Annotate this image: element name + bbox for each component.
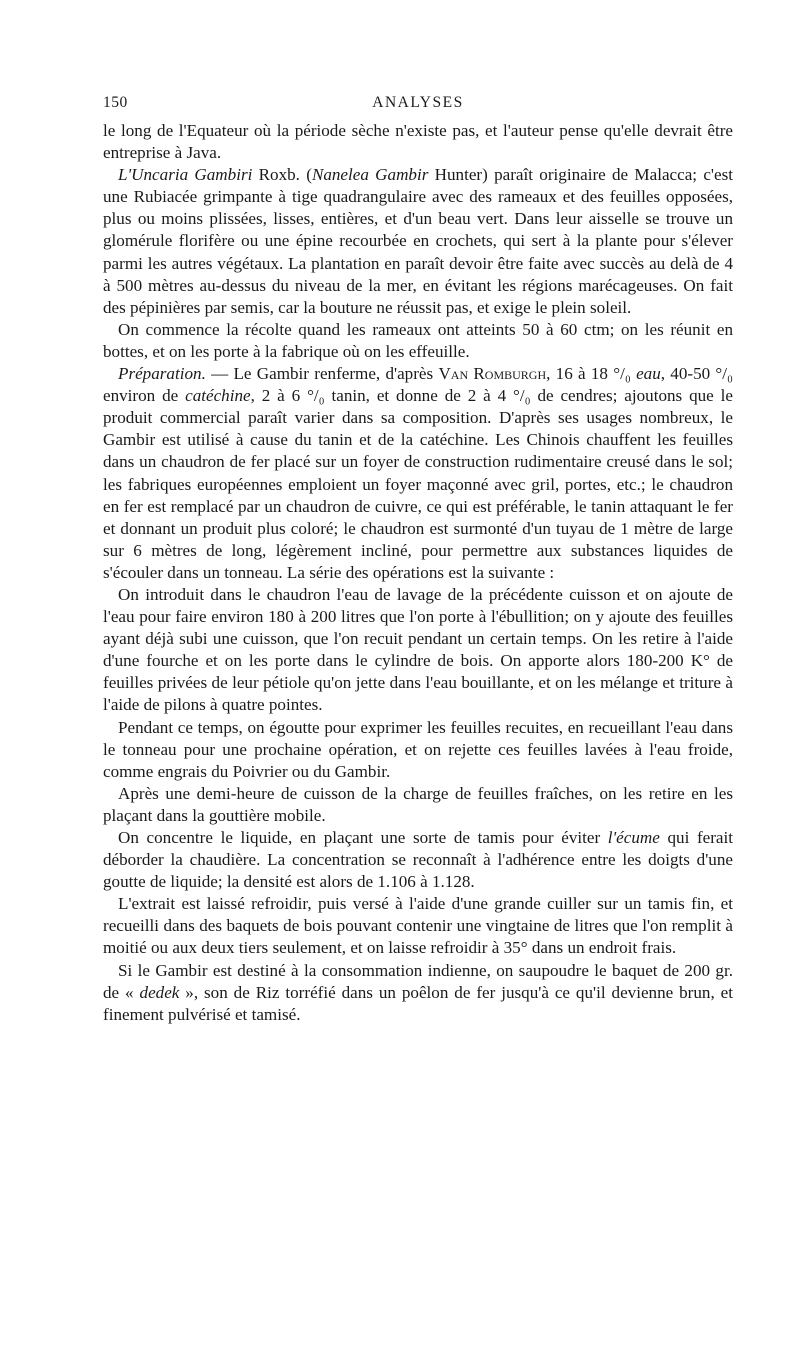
paragraph-text: On commence la récolte quand les rameaux ont atteints 50 à 60 ctm; on les réunit en bottes, et on les porte à la fabrique où on les effeuille. bbox=[103, 319, 733, 361]
section-heading: Préparation. bbox=[118, 364, 206, 384]
author-name: Van Romburgh bbox=[438, 364, 547, 384]
synonym-name: Nanelea Gambir bbox=[311, 165, 429, 185]
running-header bbox=[103, 92, 733, 114]
italic-term: dedek bbox=[139, 982, 180, 1002]
paragraph-text: — Le Gambir renferme, d'après bbox=[205, 364, 439, 384]
paragraph-dedek bbox=[103, 960, 733, 1026]
paragraph-text: , 40-50 °/₀ environ de bbox=[103, 364, 733, 406]
paragraph-preparation bbox=[103, 363, 733, 584]
taxon-author: Roxb. ( bbox=[252, 165, 312, 185]
paragraph-text: , 16 à 18 °/₀ bbox=[546, 364, 637, 384]
paragraph-text: qui ferait déborder la chaudière. La concentration se reconnaît à l'adhérence entre les doigts d'une goutte de liquide; la densité est alors de 1.106 à 1.128. bbox=[103, 828, 734, 892]
paragraph-text: L'extrait est laissé refroidir, puis versé à l'aide d'une grande cuiller sur un tamis fin, et recueilli dans des baquets de bois pouvant contenir une vingtaine de litres que l'on remplit à moitié ou aux deux tiers seulement, et on laisse refroidir à 35° dans un endroit frais. bbox=[103, 894, 733, 958]
italic-term: l'écume bbox=[607, 828, 660, 847]
paragraph-harvest bbox=[103, 319, 733, 363]
paragraph-text: , 2 à 6 °/₀ tanin, et donne de 2 à 4 °/₀ de cendres; ajoutons que le produit commercial paraît varier dans sa composition. D'après ses usages nombreux, le Gambir est utilisé à cause du tanin et de la catéchine. Les Chinois chauffent les feuilles dans un chaudron de fer placé sur un foyer de construction rudimentaire creusé dans le sol; les fabriques européennes emploient un foyer maçonné avec gril, portes, etc.; le chaudron en fer est remplacé par un chaudron de cuivre, ce qui est préférable, le tanin attaquant le fer et donnant un produit plus coloré; le chaudron est surmonté d'un tuyau de 1 mètre de large sur 6 mètres de long, légèrement incliné, pour permettre aux substances liquides de s'écouler dans un tonneau. La série des opérations est la suivante : bbox=[103, 386, 733, 582]
paragraph-text: le long de l'Equateur où la période sèche n'existe pas, et l'auteur pense qu'elle devrait être entreprise à Java. bbox=[103, 121, 733, 163]
paragraph-text: Pendant ce temps, on égoutte pour exprimer les feuilles recuites, en recueillant l'eau dans le tonneau pour une prochaine opération, et on rejette ces feuilles lavées à l'eau froide, comme engrais du Poivrier ou du Gambir. bbox=[103, 717, 733, 781]
running-head-title: ANALYSES bbox=[372, 94, 464, 111]
paragraph-uncaria bbox=[103, 164, 733, 319]
taxon-name: L'Uncaria Gambiri bbox=[118, 165, 253, 185]
italic-term: catéchine bbox=[185, 386, 251, 406]
paragraph-text: Si le Gambir est destiné à la consommation indienne, on saupoudre le baquet de 200 gr. de « bbox=[103, 960, 733, 1002]
paragraph-text: », son de Riz torréfié dans un poêlon de fer jusqu'à ce qu'il devienne brun, et finement pulvérisé et tamisé. bbox=[103, 982, 733, 1024]
italic-term: eau bbox=[636, 364, 661, 384]
paragraph-text: Hunter) paraît originaire de Malacca; c'est une Rubiacée grimpante à tige quadrangulaire avec des rameaux et des feuilles opposées, plus ou moins plissées, lisses, entières, et d'un beau vert. Dans leur aisselle se trouve un glomérule florifère ou une épine recourbée en crochets, qui sert à la plante pour s'élever parmi les autres végétaux. La plantation en paraît devoir être faite avec succès au delà de 4 à 500 mètres au-dessus du niveau de la mer, en évitant les régions marécageuses. On fait des pépinières par semis, car la bouture ne réussit pas, et exige le plein soleil. bbox=[103, 165, 733, 317]
paragraph-cooking bbox=[103, 783, 733, 827]
page-number: 150 bbox=[103, 94, 128, 111]
paragraph-draining bbox=[103, 717, 733, 783]
paragraph-procedure bbox=[103, 584, 733, 717]
paragraph-continuation bbox=[103, 120, 733, 164]
paragraph-extract bbox=[103, 893, 733, 959]
page bbox=[103, 92, 733, 1026]
paragraph-text: Après une demi-heure de cuisson de la charge de feuilles fraîches, on les retire en les plaçant dans la gouttière mobile. bbox=[103, 783, 733, 825]
paragraph-concentration bbox=[103, 827, 733, 893]
paragraph-text: On introduit dans le chaudron l'eau de lavage de la précédente cuisson et on ajoute de l'eau pour faire environ 180 à 200 litres que l'on porte à l'ébullition; on y ajoute des feuilles ayant déjà subi une cuisson, que l'on recuit pendant un certain temps. On les retire à l'aide d'une fourche et on les porte dans le cylindre de bois. On apporte alors 180-200 K° de feuilles privées de leur pétiole qu'on jette dans l'eau bouillante, et on les mélange et triture à l'aide de pilons à quatre pointes. bbox=[103, 584, 733, 715]
paragraph-text: On concentre le liquide, en plaçant une sorte de tamis pour éviter bbox=[118, 828, 608, 847]
